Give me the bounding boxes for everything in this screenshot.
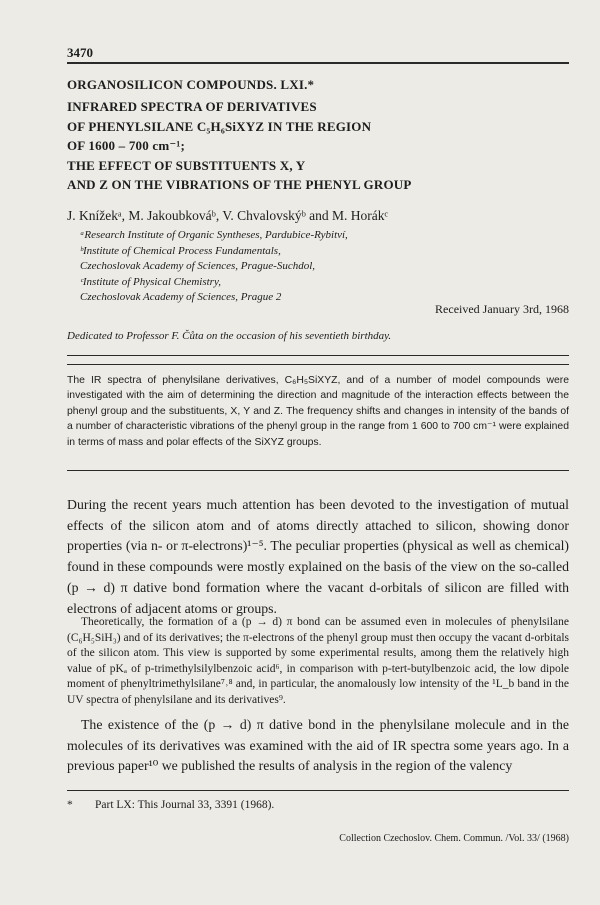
affiliation-line: Czechoslovak Academy of Sciences, Prague-Suchdol, xyxy=(80,260,316,273)
affiliation-line: ᵇInstitute of Chemical Process Fundamentals, xyxy=(80,244,281,257)
body-paragraph: The existence of the (p → d) π dative bond in the phenylsilane molecule and in the molecules of its derivatives was examined with the aid of IR spectra some years ago. In a previous paper¹⁰ we published the results of analysis in the region of the valency xyxy=(67,717,569,774)
title-line: OF PHENYLSILANE C₅H₆SiXYZ IN THE REGION xyxy=(67,118,372,134)
body-paragraph-small: Theoretically, the formation of a (p → d) π bond can be assumed even in molecules of phenylsilane (C₆H₅SiH₃) and of its derivatives; the π-electrons of the phenyl group must then occupy the vacant d-orbitals of the silicon atom. This view is supported by some experimental results, among them the relatively high value of pKₐ of p-trimethylsilylbenzoic acid⁶, in comparison with p-tert-butylbenzoic acid, the low dipole moment of phenyltrimethylsilane⁷˒⁸ and, in particular, the anomalously low intensity of the ¹L_b band in the UV spectra of phenylsilane and its derivatives⁹. xyxy=(67,616,569,706)
title-line: THE EFFECT OF SUBSTITUENTS X, Y xyxy=(67,157,306,173)
received-date: Received January 3rd, 1968 xyxy=(435,302,569,316)
header-rule xyxy=(67,62,569,64)
abstract-bottom-rule xyxy=(67,470,569,471)
journal-citation: Collection Czechoslov. Chem. Commun. /Vol. 33/ (1968) xyxy=(339,833,569,844)
footnote-rule xyxy=(67,790,569,791)
page-number: 3470 xyxy=(67,45,93,60)
abstract-top-rule xyxy=(67,355,569,356)
title-line: OF 1600 – 700 cm⁻¹; xyxy=(67,138,186,154)
affiliation-line: Czechoslovak Academy of Sciences, Prague 2 xyxy=(80,291,282,304)
series-title: ORGANOSILICON COMPOUNDS. LXI.* xyxy=(67,77,315,92)
affiliation-list xyxy=(80,228,348,306)
dedication: Dedicated to Professor F. Čůta on the occasion of his seventieth birthday. xyxy=(67,330,392,342)
affiliation-line: ᶜInstitute of Physical Chemistry, xyxy=(80,275,221,288)
title-line: INFRARED SPECTRA OF DERIVATIVES xyxy=(67,99,317,114)
body-paragraph: During the recent years much attention has been devoted to the investigation of mutual effects of the silicon atom and of atoms directly attached to silicon, showing donor properties (via n- or π-electrons)¹⁻⁵. The peculiar properties (physical as well as chemical) found in these compounds were mostly explained on the basis of the view on the so-called (p → d) π dative bond formation where the vacant d-orbitals of silicon are filled with electrons of adjacent atoms or groups. xyxy=(67,497,569,616)
footnote-text: Part LX: This Journal 33, 3391 (1968). xyxy=(95,799,275,811)
title-line: AND Z ON THE VIBRATIONS OF THE PHENYL GROUP xyxy=(67,177,412,193)
footnote-mark: * xyxy=(67,799,73,811)
affiliation-line: ᵃResearch Institute of Organic Syntheses, Pardubice-Rybitví, xyxy=(80,229,348,241)
abstract-top-rule-inner xyxy=(67,364,569,365)
article-title xyxy=(67,97,569,195)
author-list: J. Knížekᵃ, M. Jakoubkováᵇ, V. Chvalovskýᵇ and M. Horákᶜ xyxy=(67,208,388,223)
abstract: The IR spectra of phenylsilane derivatives, C₆H₅SiXYZ, and of a number of model compounds were investigated with the aim of determining the direction and magnitude of the interaction effects between the phenyl group and the substituents, X, Y and Z. The frequency shifts and changes in intensity of the bands of a number of characteristic vibrations of the phenyl group in the range from 1 600 to 700 cm⁻¹ were explained in terms of mass and polar effects of the SiXYZ groups. xyxy=(67,375,569,448)
footnote xyxy=(67,799,274,811)
